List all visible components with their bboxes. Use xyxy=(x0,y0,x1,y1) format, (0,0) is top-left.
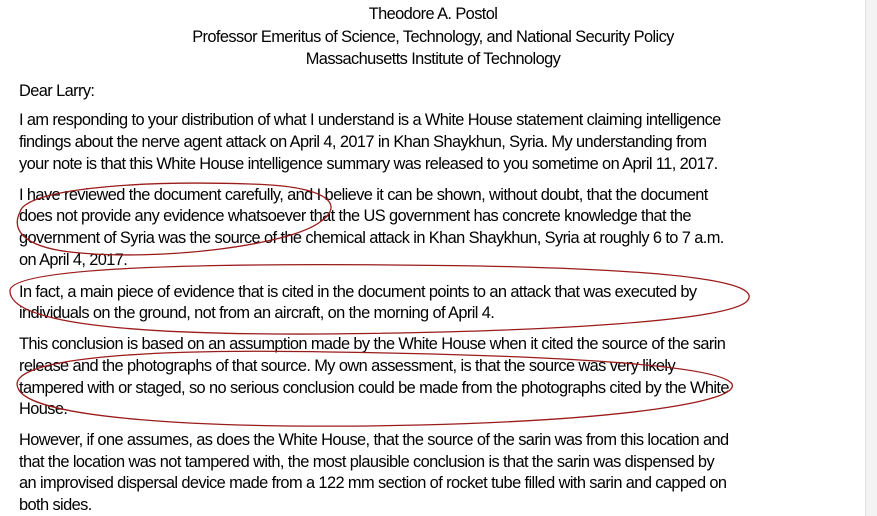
paragraph-2-line-3: government of Syria was the source of the chemical attack in Khan Shaykhun, Syria at roughly 6 to 7 a.m. xyxy=(19,229,724,247)
paragraph-3-line-1: In fact, a main piece of evidence that is cited in the document points to an attack that was executed by xyxy=(19,283,697,301)
salutation: Dear Larry: xyxy=(19,82,95,100)
author-name: Theodore A. Postol xyxy=(368,5,498,23)
author-title: Professor Emeritus of Science, Technology, and National Security Policy xyxy=(192,28,674,46)
paragraph-4-line-4: House. xyxy=(19,400,68,418)
paragraph-3-line-2: individuals on the ground, not from an aircraft, on the morning of April 4. xyxy=(19,304,495,322)
paragraph-1-line-3: your note is that this White House intelligence summary was released to you sometime on April 11, 2017. xyxy=(19,155,718,173)
paragraph-1-line-2: findings about the nerve agent attack on April 4, 2017 in Khan Shaykhun, Syria. My understanding from xyxy=(19,133,707,151)
paragraph-4-line-3: tampered with or staged, so no serious conclusion could be made from the photographs cited by the White xyxy=(19,379,729,397)
paragraph-4-line-2: release and the photographs of that source. My own assessment, is that the source was very likely xyxy=(19,357,676,375)
paragraph-5-line-2: that the location was not tampered with, the most plausible conclusion is that the sarin was dispensed by xyxy=(19,453,715,471)
paragraph-5-line-1: However, if one assumes, as does the White House, that the source of the sarin was from this location and xyxy=(19,431,729,449)
paragraph-5-line-3: an improvised dispersal device made from a 122 mm section of rocket tube filled with sarin and capped on xyxy=(19,474,727,492)
paragraph-2-line-4: on April 4, 2017. xyxy=(19,251,128,269)
paragraph-2-line-1: I have reviewed the document carefully, and I believe it can be shown, without doubt, that the document xyxy=(19,186,708,204)
paragraph-2-line-2: does not provide any evidence whatsoever that the US government has concrete knowledge that the xyxy=(19,207,691,225)
author-institution: Massachusetts Institute of Technology xyxy=(305,50,561,68)
scrollbar-track[interactable] xyxy=(865,0,877,516)
paragraph-4-line-1: This conclusion is based on an assumption made by the White House when it cited the source of the sarin xyxy=(19,335,726,353)
paragraph-5-line-4: both sides. xyxy=(19,496,92,514)
paragraph-1-line-1: I am responding to your distribution of what I understand is a White House statement claiming intelligence xyxy=(19,111,721,129)
